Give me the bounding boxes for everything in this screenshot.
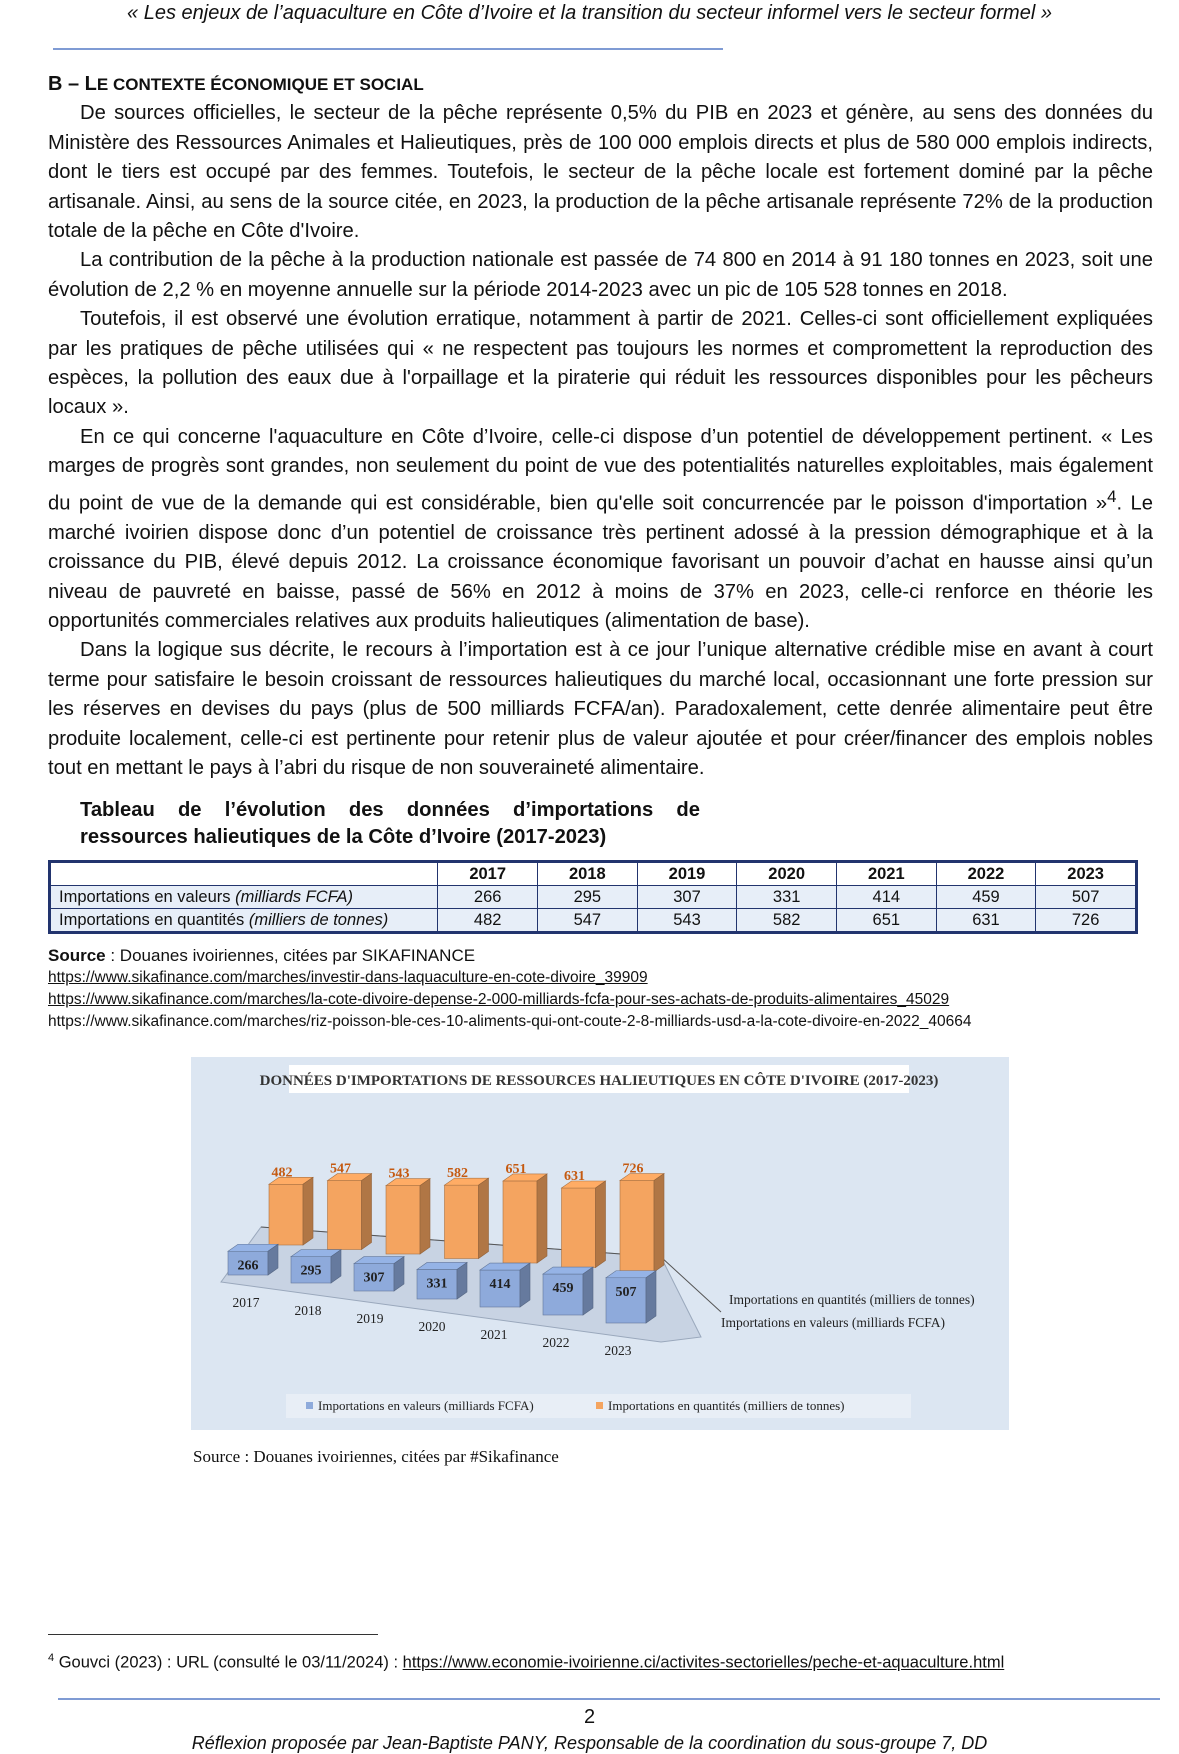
- section-title-rest: E CONTEXTE ÉCONOMIQUE ET SOCIAL: [96, 75, 424, 94]
- row-label-text: Importations en valeurs: [59, 887, 236, 906]
- main-content: [48, 70, 1153, 851]
- section-title: [48, 70, 1153, 99]
- quantity-bar: [503, 1181, 537, 1263]
- table-cell: 414: [836, 886, 936, 909]
- source-link-1[interactable]: https://www.sikafinance.com/marches/investir-dans-laquaculture-en-cote-divoire_39909: [48, 969, 648, 986]
- legend-swatch-quantities: [596, 1402, 603, 1409]
- table-cell: 547: [538, 909, 638, 933]
- table-year-header: 2020: [737, 862, 837, 886]
- value-bar-side: [583, 1267, 593, 1315]
- table-year-header: 2017: [438, 862, 538, 886]
- row-label-unit: (milliers de tonnes): [248, 910, 389, 929]
- x-tick-label: 2022: [542, 1335, 570, 1350]
- table-cell: 459: [936, 886, 1036, 909]
- table-year-header: 2023: [1036, 862, 1137, 886]
- quantity-data-label: 651: [505, 1161, 527, 1177]
- quantity-bar-side: [596, 1181, 606, 1268]
- paragraph-1: De sources officielles, le secteur de la pêche représente 0,5% du PIB en 2023 et génère, au sens des données du Ministère des Ressources Animales et Halieutiques, près de 100 000 emplois directs et plus de 580 000 emplois indirects, dont le tiers est occupé par des femmes. Toutefois, le secteur de la pêche locale est fortement dominé par la pêche artisanale. Ainsi, au sens de la source citée, en 2023, la production de la pêche artisanale représente 72% de la production totale de la pêche en Côte d'Ivoire.: [48, 102, 1153, 243]
- quantity-bar: [269, 1184, 303, 1245]
- table-row: [50, 886, 1137, 909]
- row-label-text: Importations en quantités: [59, 910, 249, 929]
- table-year-header: 2021: [836, 862, 936, 886]
- footer-rule: [58, 1698, 1160, 1700]
- quantity-bar-side: [420, 1179, 430, 1254]
- table-cell: 543: [637, 909, 737, 933]
- imports-table: [48, 860, 1138, 934]
- footnote-text: Gouvci (2023) : URL (consulté le 03/11/2024) :: [54, 1653, 403, 1672]
- value-data-label: 295: [300, 1263, 322, 1279]
- table-caption: Tableau de l’évolution des données d’importations de ressources halieutiques de la Côte d’Ivoire (2017-2023): [80, 799, 700, 849]
- paragraph-4-text: En ce qui concerne l'aquaculture en Côte d’Ivoire, celle-ci dispose d’un potentiel de développement pertinent. « Les marges de progrès sont grandes, non seulement du point de vue des potentialités naturelles exploitables, mais également du point de vue de la demande qui est considérable, bien qu'elle soit concurrencée par le poisson d'importation »: [48, 425, 1153, 515]
- value-data-label: 266: [237, 1258, 259, 1274]
- running-footer: Réflexion proposée par Jean-Baptiste PANY, Responsable de la coordination du sous-groupe 7, DD: [191, 1733, 988, 1753]
- chart-title: DONNÉES D'IMPORTATIONS DE RESSOURCES HALIEUTIQUES EN CÔTE D'IVOIRE (2017-2023): [259, 1073, 939, 1089]
- quantity-data-label: 543: [388, 1166, 410, 1182]
- table-row: [50, 909, 1137, 933]
- table-corner: [50, 862, 438, 886]
- table-year-header: 2019: [637, 862, 737, 886]
- value-data-label: 459: [552, 1281, 574, 1297]
- paragraph-4-rest: . Le marché ivoirien dispose donc d’un potentiel de croissance très pertinent adossé à la pression démographique et à la croissance du PIB, élevé depuis 2012. La croissance économique favorisant un pouvoir d’achat en hausse ainsi qu’un niveau de pauvreté en baisse, passé de 56% en 2012 à moins de 37% en 2023, celle-ci renforce en théorie les opportunités commerciales relatives aux produits halieutiques (alimentation de base).: [48, 492, 1153, 633]
- section-title-prefix: B – L: [48, 73, 97, 95]
- table-source: [48, 945, 972, 1033]
- footnote-mark: 4: [48, 1652, 55, 1664]
- x-tick-label: 2021: [480, 1327, 508, 1342]
- table-cell: 331: [737, 886, 837, 909]
- row-label: [50, 909, 438, 933]
- table-cell: 266: [438, 886, 538, 909]
- table-cell: 295: [538, 886, 638, 909]
- depth-label-values: Importations en valeurs (milliards FCFA): [721, 1315, 945, 1330]
- row-label-unit: (milliards FCFA): [235, 887, 354, 906]
- legend-label-quantities: Importations en quantités (milliers de tonnes): [608, 1398, 845, 1413]
- table-cell: 651: [836, 909, 936, 933]
- quantity-bar: [386, 1186, 420, 1254]
- legend-label-values: Importations en valeurs (milliards FCFA): [318, 1398, 534, 1413]
- quantity-bar: [328, 1181, 362, 1250]
- value-data-label: 414: [489, 1277, 511, 1293]
- running-header: « Les enjeux de l’aquaculture en Côte d’Ivoire et la transition du secteur informel vers le secteur formel »: [127, 2, 1052, 24]
- table-cell: 631: [936, 909, 1036, 933]
- quantity-bar-side: [479, 1178, 489, 1258]
- paragraph-3: Toutefois, il est observé une évolution erratique, notamment à partir de 2021. Celles-ci sont officiellement expliquées par les pratiques de pêche utilisées qui « ne respectent pas toujours les normes et compromettent la reproduction des espèces, la pollution des eaux due à l'orpaillage et la piraterie qui réduit les ressources disponibles pour les pêcheurs locaux ».: [48, 308, 1153, 419]
- x-tick-label: 2017: [232, 1295, 260, 1310]
- quantity-data-label: 726: [622, 1161, 644, 1177]
- quantity-data-label: 631: [564, 1168, 585, 1184]
- legend-swatch-values: [306, 1402, 313, 1409]
- source-link-3[interactable]: https://www.sikafinance.com/marches/riz-poisson-ble-ces-10-aliments-qui-ont-coute-2-8-milliards-usd-a-la-cote-divoire-en-2022_40664: [48, 1013, 972, 1030]
- footnote-ref[interactable]: 4: [1107, 486, 1117, 506]
- table-cell: 482: [438, 909, 538, 933]
- table-header-row: [50, 862, 1137, 886]
- quantity-bar: [620, 1181, 654, 1272]
- chart-source: Source : Douanes ivoiriennes, citées par #Sikafinance: [193, 1447, 559, 1466]
- page-number: 2: [583, 1706, 596, 1728]
- source-text: : Douanes ivoiriennes, citées par SIKAFINANCE: [105, 946, 476, 965]
- value-bar-side: [520, 1263, 530, 1307]
- value-data-label: 307: [363, 1270, 385, 1286]
- source-link-2[interactable]: https://www.sikafinance.com/marches/la-cote-divoire-depense-2-000-milliards-fcfa-pour-ses-achats-de-produits-alimentaires_45029: [48, 991, 950, 1008]
- paragraph-5: Dans la logique sus décrite, le recours à l’importation est à ce jour l’unique alternative crédible mise en avant à court terme pour satisfaire le besoin croissant de ressources halieutiques du marché local, occasionnant une forte pression sur les réserves en devises du pays (plus de 500 milliards FCFA/an). Paradoxalement, cette denrée alimentaire peut être produite localement, celle-ci est pertinente pour retenir plus de valeur ajoutée et pour créer/financer des emplois nobles tout en mettant le pays à l’abri du risque de non souveraineté alimentaire.: [48, 639, 1153, 780]
- quantity-data-label: 582: [447, 1166, 468, 1182]
- table-cell: 507: [1036, 886, 1137, 909]
- x-tick-label: 2019: [356, 1311, 384, 1326]
- table-year-header: 2018: [538, 862, 638, 886]
- footnote-rule: [48, 1634, 378, 1635]
- quantity-bar-side: [303, 1177, 313, 1245]
- x-tick-label: 2023: [604, 1343, 632, 1358]
- table-cell: 582: [737, 909, 837, 933]
- quantity-data-label: 547: [330, 1161, 351, 1177]
- quantity-bar-side: [362, 1174, 372, 1250]
- value-bar-side: [646, 1271, 656, 1323]
- row-label: [50, 886, 438, 909]
- header-rule: [53, 48, 723, 50]
- quantity-data-label: 482: [271, 1165, 293, 1181]
- imports-chart: [191, 1057, 1009, 1430]
- paragraph-2: La contribution de la pêche à la production nationale est passée de 74 800 en 2014 à 91 180 tonnes en 2023, soit une évolution de 2,2 % en moyenne annuelle sur la période 2014-2023 avec un pic de 105 528 tonnes en 2018.: [48, 249, 1153, 301]
- table-year-header: 2022: [936, 862, 1036, 886]
- x-tick-label: 2018: [294, 1303, 322, 1318]
- x-tick-label: 2020: [418, 1319, 446, 1334]
- table-cell: 307: [637, 886, 737, 909]
- quantity-bar-side: [654, 1174, 664, 1272]
- quantity-bar: [445, 1185, 479, 1258]
- table-cell: 726: [1036, 909, 1137, 933]
- source-line: [48, 945, 972, 967]
- depth-label-quantities: Importations en quantités (milliers de tonnes): [729, 1292, 975, 1307]
- quantity-bar: [562, 1188, 596, 1268]
- footnote: [48, 1652, 1004, 1673]
- value-data-label: 507: [615, 1284, 637, 1300]
- footnote-link[interactable]: https://www.economie-ivoirienne.ci/activites-sectorielles/peche-et-aquaculture.html: [402, 1653, 1005, 1672]
- source-label: Source: [48, 946, 106, 965]
- paragraph-4: [48, 423, 1153, 637]
- value-data-label: 331: [426, 1276, 448, 1292]
- quantity-bar-side: [537, 1174, 547, 1263]
